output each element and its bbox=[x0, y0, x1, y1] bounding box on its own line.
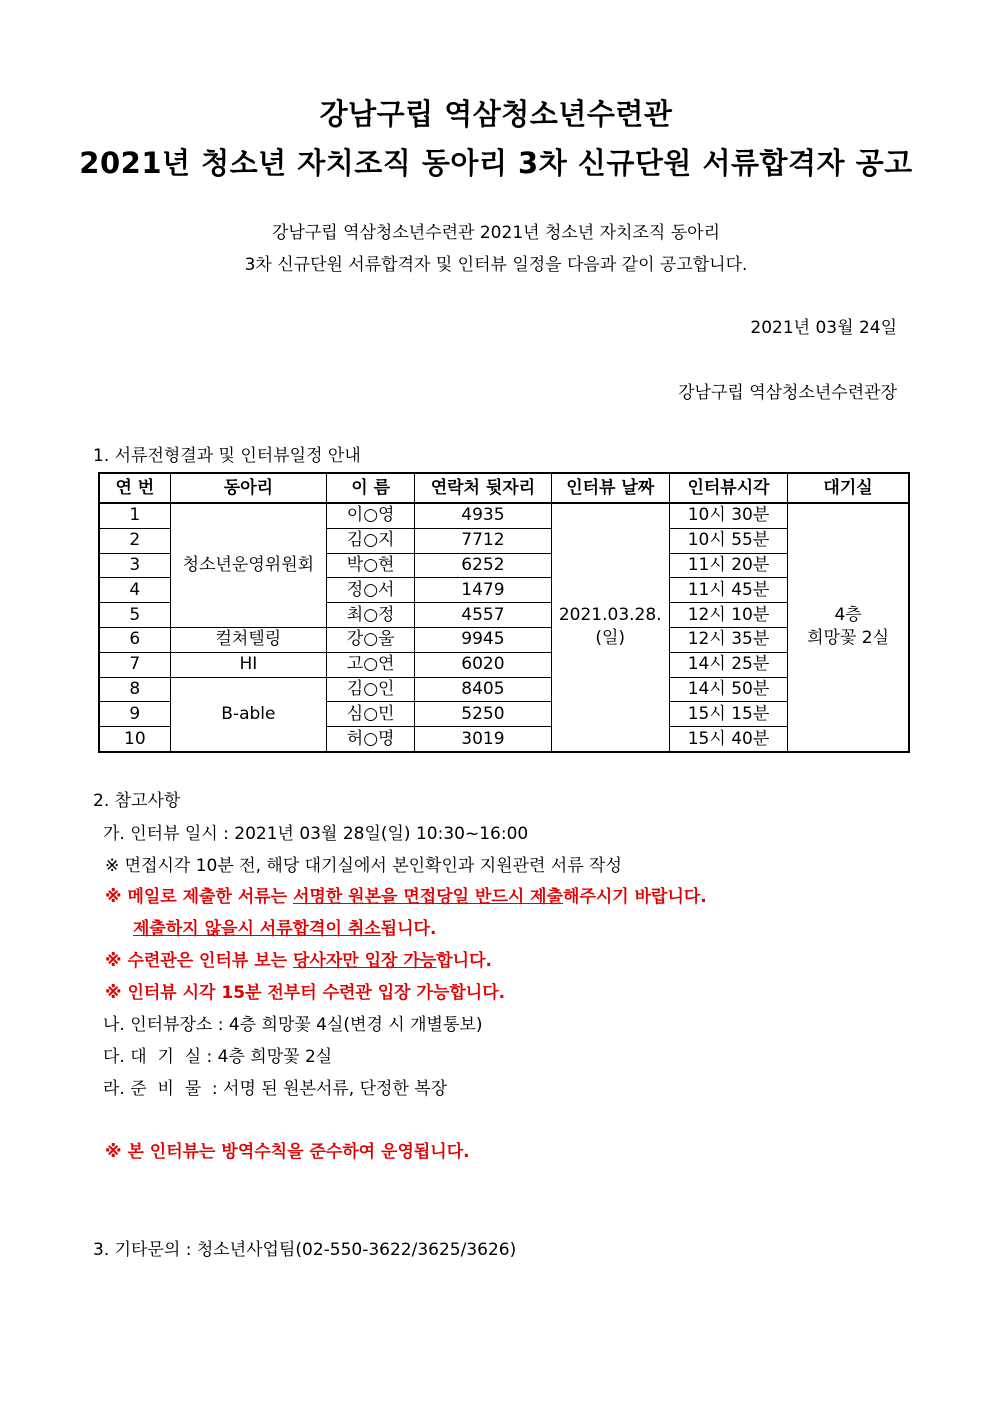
announcement-date: 2021년 03월 24일 bbox=[750, 318, 897, 338]
cell-time: 11시 20분 bbox=[669, 553, 787, 578]
col-header-club: 동아리 bbox=[170, 473, 326, 503]
cell-phone: 7712 bbox=[415, 528, 551, 553]
col-header-date: 인터뷰 날짜 bbox=[551, 473, 669, 503]
note-arrival: ※ 면접시각 10분 전, 해당 대기실에서 본인확인과 지원관련 서류 작성 bbox=[105, 856, 622, 876]
table-row bbox=[99, 677, 909, 702]
cell-name: 이○영 bbox=[327, 503, 415, 528]
note-entry-underlined: 당사자만 입장 가능 bbox=[293, 951, 437, 971]
note-cancel-underlined: 제출하지 않을시 서류합격이 취소 bbox=[133, 919, 381, 939]
note-entry-time: ※ 인터뷰 시각 15분 전부터 수련관 입장 가능합니다. bbox=[105, 983, 506, 1003]
cell-phone: 8405 bbox=[415, 677, 551, 702]
cell-phone: 6020 bbox=[415, 652, 551, 677]
cell-phone: 5250 bbox=[415, 702, 551, 727]
cell-no: 9 bbox=[99, 702, 170, 727]
col-header-time: 인터뷰시각 bbox=[669, 473, 787, 503]
section2-heading: 2. 참고사항 bbox=[93, 791, 181, 811]
interview-schedule-table bbox=[98, 472, 910, 753]
cell-phone: 3019 bbox=[415, 727, 551, 752]
note-cancel-end: 됩니다. bbox=[380, 919, 437, 939]
intro-line2: 3차 신규단원 서류합격자 및 인터뷰 일정을 다음과 같이 공고합니다. bbox=[244, 255, 748, 275]
cell-name: 심○민 bbox=[327, 702, 415, 727]
interview-date: 2021.03.28. bbox=[558, 605, 662, 626]
table-row bbox=[99, 503, 909, 528]
cell-no: 7 bbox=[99, 652, 170, 677]
col-header-room: 대기실 bbox=[788, 473, 909, 503]
table-header-row bbox=[99, 473, 909, 503]
cell-no: 1 bbox=[99, 503, 170, 528]
issuer-name: 강남구립 역삼청소년수련관장 bbox=[678, 383, 897, 403]
waiting-room: 다. 대 기 실 : 4층 희망꽃 2실 bbox=[103, 1047, 333, 1067]
cell-name: 최○정 bbox=[327, 603, 415, 628]
cell-phone: 1479 bbox=[415, 578, 551, 603]
cell-no: 8 bbox=[99, 677, 170, 702]
cell-name: 김○인 bbox=[327, 677, 415, 702]
cell-time: 12시 10분 bbox=[669, 603, 787, 628]
document-title-line2: 2021년 청소년 자치조직 동아리 3차 신규단원 서류합격자 공고 bbox=[79, 146, 913, 180]
room-name: 희망꽃 2실 bbox=[807, 628, 890, 649]
room-floor: 4층 bbox=[834, 605, 862, 626]
cell-phone: 4557 bbox=[415, 603, 551, 628]
cell-time: 10시 55분 bbox=[669, 528, 787, 553]
cell-no: 4 bbox=[99, 578, 170, 603]
items-to-bring: 라. 준 비 물 : 서명 된 원본서류, 단정한 복장 bbox=[103, 1079, 448, 1099]
interview-location: 나. 인터뷰장소 : 4층 희망꽃 4실(변경 시 개별통보) bbox=[103, 1015, 483, 1035]
cell-phone: 9945 bbox=[415, 627, 551, 652]
col-header-phone: 연락처 뒷자리 bbox=[415, 473, 551, 503]
cell-name: 고○연 bbox=[327, 652, 415, 677]
cell-no: 2 bbox=[99, 528, 170, 553]
cell-no: 10 bbox=[99, 727, 170, 752]
cell-time: 15시 15분 bbox=[669, 702, 787, 727]
cell-name: 허○명 bbox=[327, 727, 415, 752]
note-submit-part1: ※ 메일로 제출한 서류는 bbox=[105, 887, 293, 907]
note-quarantine: ※ 본 인터뷰는 방역수칙을 준수하여 운영됩니다. bbox=[105, 1142, 470, 1162]
cell-time: 15시 40분 bbox=[669, 727, 787, 752]
interview-day: (일) bbox=[595, 628, 626, 649]
document-title-line1: 강남구립 역삼청소년수련관 bbox=[319, 97, 673, 131]
table-row bbox=[99, 627, 909, 652]
intro-line1: 강남구립 역삼청소년수련관 2021년 청소년 자치조직 동아리 bbox=[272, 223, 720, 243]
cell-name: 김○지 bbox=[327, 528, 415, 553]
cell-club: B-able bbox=[170, 677, 326, 752]
cell-club: 컬쳐텔링 bbox=[170, 627, 326, 652]
section1-heading: 1. 서류전형결과 및 인터뷰일정 안내 bbox=[93, 446, 361, 466]
cell-no: 5 bbox=[99, 603, 170, 628]
cell-time: 14시 50분 bbox=[669, 677, 787, 702]
cell-name: 강○울 bbox=[327, 627, 415, 652]
cell-name: 정○서 bbox=[327, 578, 415, 603]
cell-phone: 4935 bbox=[415, 503, 551, 528]
col-header-no: 연 번 bbox=[99, 473, 170, 503]
note-entry-limit bbox=[105, 946, 492, 971]
interview-datetime: 가. 인터뷰 일시 : 2021년 03월 28일(일) 10:30~16:00 bbox=[103, 824, 529, 844]
cell-no: 6 bbox=[99, 627, 170, 652]
table-row bbox=[99, 652, 909, 677]
cell-phone: 6252 bbox=[415, 553, 551, 578]
col-header-name: 이 름 bbox=[327, 473, 415, 503]
note-entry-part1: ※ 수련관은 인터뷰 보는 bbox=[105, 951, 293, 971]
note-submit-original bbox=[105, 882, 707, 907]
cell-no: 3 bbox=[99, 553, 170, 578]
cell-waiting-room bbox=[788, 503, 909, 752]
note-entry-part3: 합니다. bbox=[436, 951, 492, 971]
note-submit-underlined: 서명한 원본을 면접당일 반드시 제출 bbox=[293, 887, 564, 907]
cell-name: 박○현 bbox=[327, 553, 415, 578]
cell-interview-date bbox=[551, 503, 669, 752]
cell-time: 12시 35분 bbox=[669, 627, 787, 652]
cell-time: 14시 25분 bbox=[669, 652, 787, 677]
cell-time: 11시 45분 bbox=[669, 578, 787, 603]
note-submit-part3: 해주시기 바랍니다. bbox=[563, 887, 707, 907]
cell-club: 청소년운영위원회 bbox=[170, 503, 326, 627]
contact-info: 3. 기타문의 : 청소년사업팀(02-550-3622/3625/3626) bbox=[93, 1240, 517, 1260]
note-cancel bbox=[133, 914, 436, 939]
cell-time: 10시 30분 bbox=[669, 503, 787, 528]
cell-club: HI bbox=[170, 652, 326, 677]
